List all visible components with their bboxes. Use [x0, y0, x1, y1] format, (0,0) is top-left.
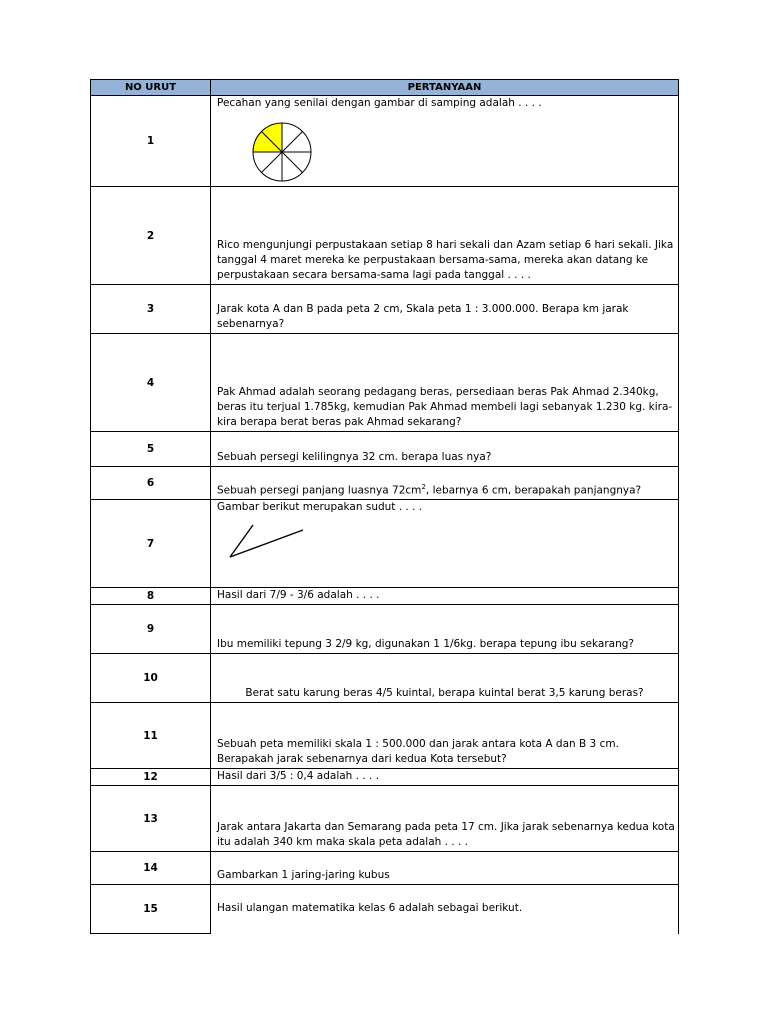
header-pertanyaan: PERTANYAAN [211, 80, 679, 96]
worksheet [90, 79, 678, 934]
row-number: 13 [91, 786, 211, 852]
row-number: 8 [91, 588, 211, 605]
question-text [211, 467, 679, 500]
acute-angle-icon [227, 521, 307, 561]
question-text: Sebuah peta memiliki skala 1 : 500.000 dan jarak antara kota A dan B 3 cm. Berapakah jarak sebenarnya dari kedua Kota tersebut? [211, 703, 679, 769]
row-number: 11 [91, 703, 211, 769]
question-text: Hasil dari 7/9 - 3/6 adalah . . . . [211, 588, 679, 605]
question-cell [211, 96, 679, 187]
question-text: Ibu memiliki tepung 3 2/9 kg, digunakan 1 1/6kg. berapa tepung ibu sekarang? [211, 605, 679, 654]
table-row [91, 187, 679, 285]
row-number: 10 [91, 654, 211, 703]
table-row [91, 432, 679, 467]
row-number: 1 [91, 96, 211, 187]
row-number: 3 [91, 285, 211, 334]
question-text-part: , lebarnya 6 cm, berapakah panjangnya? [425, 484, 642, 496]
question-text: Sebuah persegi kelilingnya 32 cm. berapa luas nya? [211, 432, 679, 467]
question-text: Hasil ulangan matematika kelas 6 adalah sebagai berikut. [211, 885, 679, 934]
question-cell [211, 500, 679, 588]
row-number: 4 [91, 334, 211, 432]
table-row [91, 588, 679, 605]
table-row [91, 885, 679, 934]
header-no-urut: NO URUT [91, 80, 211, 96]
row-number: 7 [91, 500, 211, 588]
superscript: 2 [421, 482, 426, 491]
question-text: Pecahan yang senilai dengan gambar di samping adalah . . . . [217, 97, 542, 109]
table-row [91, 786, 679, 852]
table-row [91, 467, 679, 500]
question-text: Jarak kota A dan B pada peta 2 cm, Skala peta 1 : 3.000.000. Berapa km jarak sebenarnya? [211, 285, 679, 334]
question-table [90, 79, 679, 934]
question-text: Rico mengunjungi perpustakaan setiap 8 hari sekali dan Azam setiap 6 hari sekali. Jika tanggal 4 maret mereka ke perpustakaan bersama-sama, mereka akan datang ke perpustakaan secara bersama-sama lagi pada tanggal . . . . [211, 187, 679, 285]
row-number: 15 [91, 885, 211, 934]
table-row [91, 703, 679, 769]
question-text: Gambar berikut merupakan sudut . . . . [217, 501, 423, 513]
row-number: 12 [91, 769, 211, 786]
table-row [91, 96, 679, 187]
table-row [91, 852, 679, 885]
row-number: 5 [91, 432, 211, 467]
question-text: Berat satu karung beras 4/5 kuintal, berapa kuintal berat 3,5 karung beras? [211, 654, 679, 703]
question-text: Gambarkan 1 jaring-jaring kubus [211, 852, 679, 885]
table-row [91, 654, 679, 703]
row-number: 14 [91, 852, 211, 885]
table-row [91, 334, 679, 432]
question-text-part: Sebuah persegi panjang luasnya 72cm [217, 484, 422, 496]
question-text: Jarak antara Jakarta dan Semarang pada peta 17 cm. Jika jarak sebenarnya kedua kota itu adalah 340 km maka skala peta adalah . . . . [211, 786, 679, 852]
row-number: 2 [91, 187, 211, 285]
table-row [91, 500, 679, 588]
table-row [91, 769, 679, 786]
question-text: Hasil dari 3/5 : 0,4 adalah . . . . [211, 769, 679, 786]
table-row [91, 605, 679, 654]
fraction-circle-icon [251, 121, 313, 183]
header-row [91, 80, 679, 96]
row-number: 9 [91, 605, 211, 654]
table-row [91, 285, 679, 334]
row-number: 6 [91, 467, 211, 500]
question-text: Pak Ahmad adalah seorang pedagang beras, persediaan beras Pak Ahmad 2.340kg, beras itu terjual 1.785kg, kemudian Pak Ahmad membeli lagi sebanyak 1.230 kg. kira-kira berapa berat beras pak Ahmad sekarang? [211, 334, 679, 432]
